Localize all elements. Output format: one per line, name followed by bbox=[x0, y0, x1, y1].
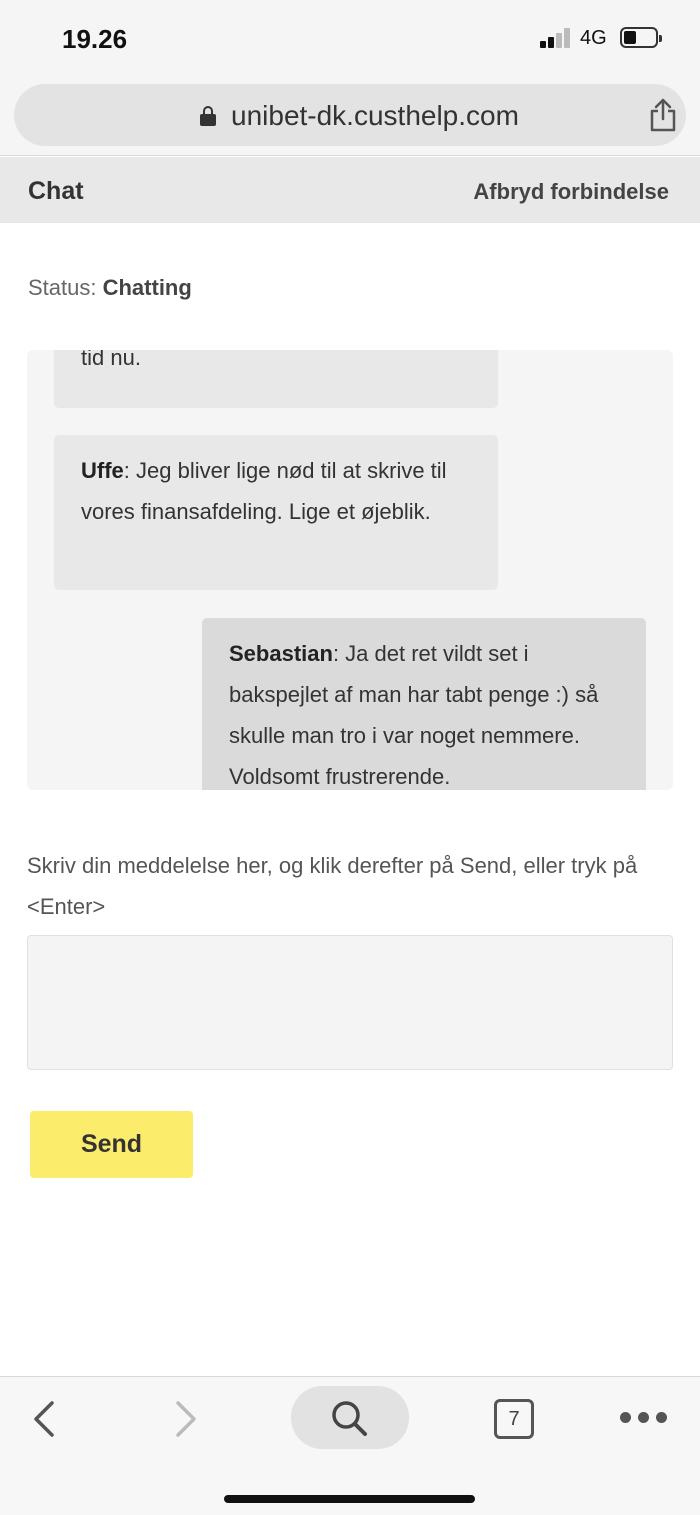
clock: 19.26 bbox=[62, 24, 128, 54]
search-icon bbox=[329, 1398, 369, 1438]
disconnect-link[interactable]: Afbryd forbindelse bbox=[473, 179, 669, 204]
chevron-left-icon[interactable] bbox=[30, 1399, 60, 1439]
message-text: tid nu. bbox=[81, 350, 141, 370]
url-text[interactable]: unibet-dk.custhelp.com bbox=[231, 100, 519, 131]
home-indicator[interactable] bbox=[224, 1495, 475, 1503]
input-instructions: Skriv din meddelelse her, og klik derefter på Send, eller tryk på <Enter> bbox=[27, 853, 638, 919]
battery-icon bbox=[620, 27, 658, 48]
signal-icon bbox=[540, 28, 574, 48]
message-input[interactable] bbox=[27, 935, 673, 1070]
chat-title: Chat bbox=[28, 177, 84, 205]
message-author: Sebastian bbox=[229, 641, 333, 666]
message-author: Uffe bbox=[81, 458, 124, 483]
share-icon[interactable] bbox=[648, 98, 678, 132]
address-bar[interactable] bbox=[14, 84, 686, 146]
message-text: : Jeg bliver lige nød til at skrive til vores finansafdeling. Lige et øjeblik. bbox=[81, 458, 447, 524]
lock-icon bbox=[200, 106, 216, 126]
chat-message bbox=[54, 350, 498, 408]
chat-message bbox=[54, 435, 498, 590]
status-label: Status: bbox=[28, 275, 97, 300]
chat-status bbox=[28, 275, 192, 301]
browser-toolbar bbox=[0, 1376, 700, 1515]
browser-address-area bbox=[0, 78, 700, 156]
chat-message bbox=[202, 618, 646, 790]
chat-transcript[interactable] bbox=[27, 350, 673, 790]
chevron-right-icon[interactable] bbox=[170, 1399, 200, 1439]
message-text: : Ja det ret vildt set i bakspejlet af man har tabt penge :) så skulle man tro i var noget nemmere. Voldsomt frustrerende. bbox=[229, 641, 599, 789]
network-type: 4G bbox=[580, 27, 607, 49]
status-value: Chatting bbox=[102, 275, 192, 300]
more-icon[interactable] bbox=[620, 1412, 668, 1424]
send-button[interactable]: Send bbox=[30, 1111, 193, 1178]
tabs-button[interactable]: 7 bbox=[494, 1399, 534, 1439]
chat-header bbox=[0, 157, 700, 223]
status-bar bbox=[0, 0, 700, 78]
search-button[interactable] bbox=[291, 1386, 409, 1449]
